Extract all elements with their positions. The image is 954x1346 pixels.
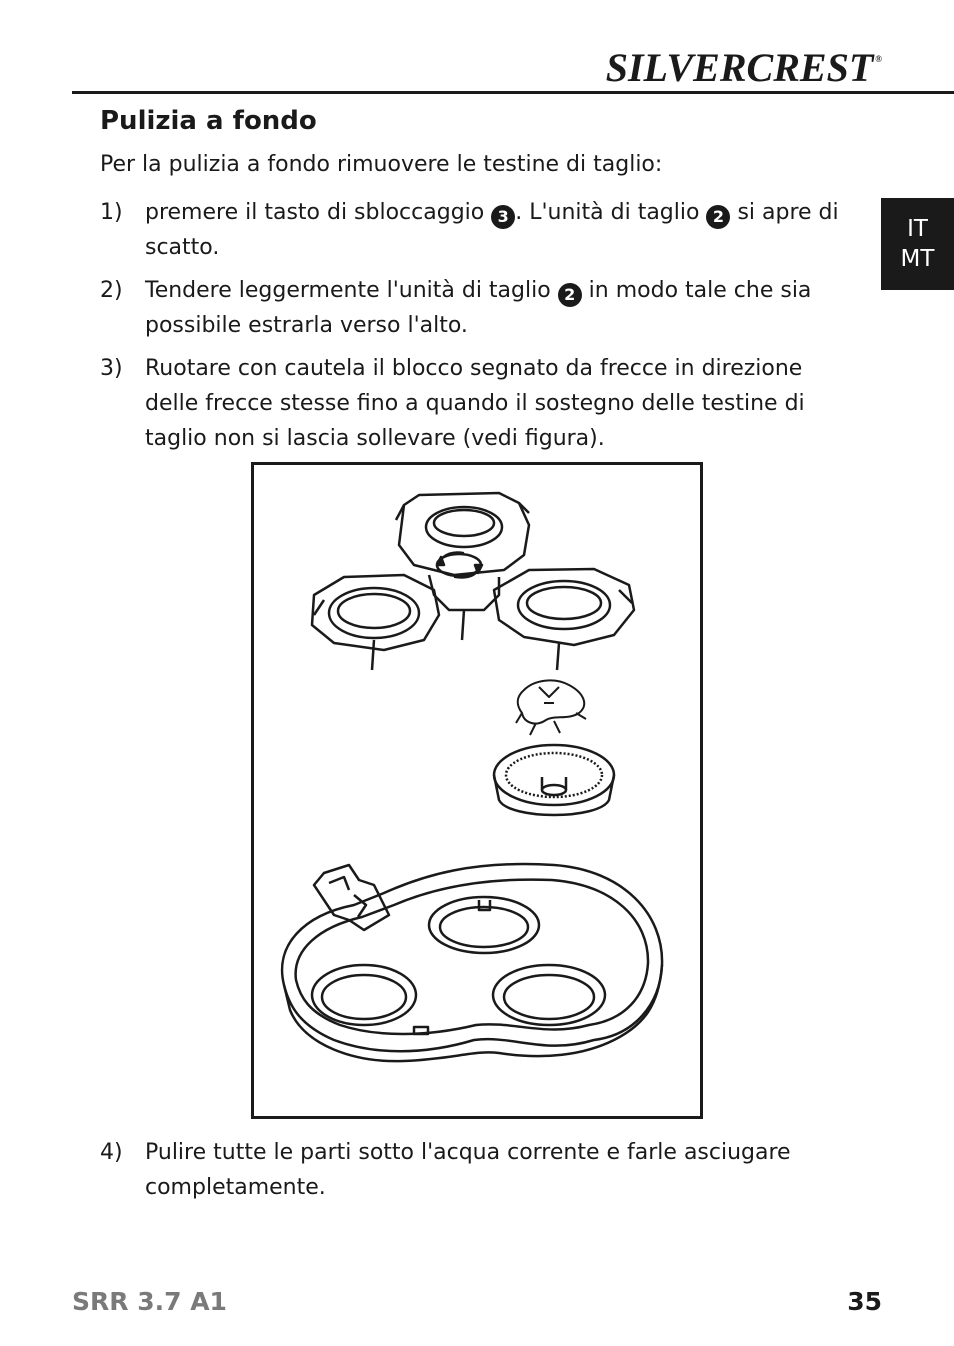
header-rule <box>72 91 954 94</box>
step-3: 3) Ruotare con cautela il blocco segnato da frecce in direzione delle frecce stesse fino a quando il sostegno delle testine di taglio non si lascia sollevare (vedi figura). <box>100 351 860 456</box>
badge-2: 2 <box>706 205 730 229</box>
section-title: Pulizia a fondo <box>100 106 317 136</box>
model-number: SRR 3.7 A1 <box>72 1287 227 1316</box>
step-1: 1) premere il tasto di sbloccaggio 3 . L'unità di taglio 2 si apre di scatto. <box>100 195 860 265</box>
intro-text: Per la pulizia a fondo rimuovere le testine di taglio: <box>100 152 663 177</box>
badge-3: 3 <box>491 205 515 229</box>
badge-2: 2 <box>558 283 582 307</box>
shaver-head-disassembly-icon <box>254 465 700 1116</box>
step-2: 2) Tendere leggermente l'unità di taglio 2 in modo tale che sia possibile estrarla verso l'alto. <box>100 273 860 343</box>
step-number: 2) <box>100 278 123 303</box>
step-number: 4) <box>100 1140 123 1165</box>
brand-logo: SILVERCREST ® <box>605 45 882 90</box>
shaver-housing <box>282 864 662 1061</box>
spring-clip <box>516 680 586 735</box>
step-4: 4) Pulire tutte le parti sotto l'acqua corrente e farle asciugare completamente. <box>100 1135 860 1205</box>
step-number: 3) <box>100 356 123 381</box>
blade-holder-frame <box>312 493 634 670</box>
language-code-mt: MT <box>900 246 935 272</box>
cutter-ring <box>494 745 614 815</box>
step-number: 1) <box>100 200 123 225</box>
page-number: 35 <box>847 1287 882 1316</box>
figure-illustration <box>251 462 703 1119</box>
language-tab <box>881 198 954 290</box>
language-code-it: IT <box>907 216 928 242</box>
